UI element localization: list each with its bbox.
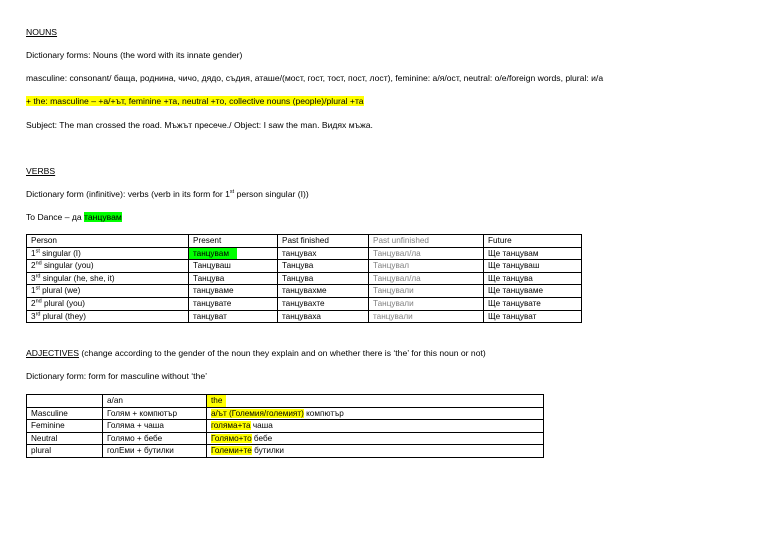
future-cell: Ще танцуват <box>484 310 582 323</box>
the-form-highlight: а/ът (Големия/големият) <box>211 408 304 418</box>
table-row <box>27 432 544 445</box>
table-row <box>27 407 544 420</box>
header-the <box>207 395 544 408</box>
gender-cell: plural <box>27 445 103 458</box>
past-finished-cell: танцуваха <box>278 310 369 323</box>
verbs-dict-post: person singular (I)) <box>234 189 309 199</box>
past-unfinished-cell: Танцувал/ла <box>369 272 484 285</box>
person-cell <box>27 260 189 273</box>
the-form-highlight: Голямо+то <box>211 433 252 443</box>
past-finished-cell: танцувахме <box>278 285 369 298</box>
person-label: singular (he, she, it) <box>40 273 115 283</box>
person-number: 3 <box>31 311 36 321</box>
person-suffix: nd <box>35 260 42 267</box>
nouns-heading: NOUNS <box>26 27 58 37</box>
header-future: Future <box>484 235 582 248</box>
past-unfinished-cell: Танцувал/ла <box>369 247 484 260</box>
past-finished-cell: Танцува <box>278 272 369 285</box>
present-cell: Танцува <box>189 272 278 285</box>
a-an-cell: Голяма + чаша <box>103 420 207 433</box>
past-finished-cell: танцувах <box>278 247 369 260</box>
future-cell: Ще танцувате <box>484 297 582 310</box>
verbs-dict-sup: st <box>229 189 235 196</box>
the-form-highlight: Големи+те <box>211 446 252 456</box>
the-noun: компютър <box>303 408 344 418</box>
person-cell <box>27 297 189 310</box>
person-label: plural (we) <box>39 286 81 296</box>
person-number: 1 <box>31 248 36 258</box>
verbs-dict-pre: Dictionary form (infinitive): verbs (verb in its form for 1 <box>26 189 230 199</box>
the-noun: чаша <box>250 421 273 431</box>
nouns-endings: masculine: consonant/ баща, роднина, чичо, дядо, съдия, аташе/(мост, гост, тост, пост, лост), feminine: а/я/ост, neutral: о/е/foreign words, plural: и/а <box>26 73 604 83</box>
table-row <box>27 310 582 323</box>
the-cell <box>207 407 544 420</box>
table-row <box>27 445 544 458</box>
person-number: 2 <box>31 261 36 271</box>
adjectives-description: (change according to the gender of the noun they explain and on whether there is ‘the’ for this noun or not) <box>79 348 486 358</box>
past-finished-cell: Танцува <box>278 260 369 273</box>
verbs-heading: VERBS <box>26 166 56 176</box>
verbs-dictionary-form <box>26 189 309 200</box>
a-an-cell: голЕми + бутилки <box>103 445 207 458</box>
header-blank <box>27 395 103 408</box>
table-row <box>27 260 582 273</box>
verb-conjugation-table <box>26 234 582 323</box>
person-cell <box>27 272 189 285</box>
adjectives-intro <box>26 348 486 359</box>
future-cell: Ще танцуваме <box>484 285 582 298</box>
header-person: Person <box>27 235 189 248</box>
person-suffix: st <box>35 247 40 254</box>
person-label: plural (you) <box>41 298 85 308</box>
header-a-an: a/an <box>103 395 207 408</box>
past-finished-cell: танцувахте <box>278 297 369 310</box>
nouns-the-rule <box>26 96 364 107</box>
nouns-dictionary-form: Dictionary forms: Nouns (the word with its innate gender) <box>26 50 243 60</box>
table-row <box>27 272 582 285</box>
the-noun: бутилки <box>251 446 284 456</box>
a-an-cell: Голямо + бебе <box>103 432 207 445</box>
verb-table-header <box>27 235 582 248</box>
person-number: 1 <box>31 286 36 296</box>
the-cell <box>207 432 544 445</box>
adjective-table <box>26 394 544 458</box>
present-cell: танцуваме <box>189 285 278 298</box>
gender-cell: Neutral <box>27 432 103 445</box>
person-suffix: rd <box>35 310 41 317</box>
nouns-subject-object: Subject: The man crossed the road. Мъжът пресече./ Object: I saw the man. Видях мъжа. <box>26 120 373 130</box>
person-suffix: st <box>35 285 40 292</box>
table-row <box>27 285 582 298</box>
to-dance-line <box>26 212 122 223</box>
future-cell: Ще танцувам <box>484 247 582 260</box>
past-unfinished-cell: Танцувал <box>369 260 484 273</box>
header-present: Present <box>189 235 278 248</box>
person-number: 3 <box>31 273 36 283</box>
gender-cell: Feminine <box>27 420 103 433</box>
past-unfinished-cell: Танцували <box>369 297 484 310</box>
future-cell: Ще танцува <box>484 272 582 285</box>
the-noun: бебе <box>251 433 273 443</box>
present-cell: танцувате <box>189 297 278 310</box>
present-cell: Танцуваш <box>189 260 278 273</box>
gender-cell: Masculine <box>27 407 103 420</box>
the-cell <box>207 420 544 433</box>
person-number: 2 <box>31 298 36 308</box>
table-row <box>27 247 582 260</box>
person-cell <box>27 247 189 260</box>
person-cell <box>27 310 189 323</box>
header-past-finished: Past finished <box>278 235 369 248</box>
future-cell: Ще танцуваш <box>484 260 582 273</box>
person-label: plural (they) <box>40 311 86 321</box>
present-cell: танцуват <box>189 310 278 323</box>
adjectives-dictionary-form: Dictionary form: form for masculine without ‘the’ <box>26 371 208 381</box>
person-cell <box>27 285 189 298</box>
past-unfinished-cell: Танцували <box>369 285 484 298</box>
table-row <box>27 297 582 310</box>
past-unfinished-cell: танцували <box>369 310 484 323</box>
present-cell <box>189 247 278 260</box>
the-rule-highlight: + the: masculine – +а/+ът, feminine +та, neutral +то, collective nouns (people)/plural +та <box>26 96 364 106</box>
the-cell <box>207 445 544 458</box>
to-dance-word: танцувам <box>84 212 122 222</box>
table-row <box>27 420 544 433</box>
present-highlight: танцувам <box>189 248 237 260</box>
person-suffix: rd <box>35 273 41 280</box>
person-label: singular (you) <box>41 261 94 271</box>
the-highlight: the <box>207 395 226 407</box>
header-past-unfinished: Past unfinished <box>369 235 484 248</box>
adjective-table-header <box>27 395 544 408</box>
person-suffix: nd <box>35 298 42 305</box>
to-dance-label: To Dance – да <box>26 212 85 222</box>
person-label: singular (I) <box>39 248 81 258</box>
a-an-cell: Голям + компютър <box>103 407 207 420</box>
the-form-highlight: голяма+та <box>211 421 251 431</box>
adjectives-heading: ADJECTIVES <box>26 348 80 358</box>
